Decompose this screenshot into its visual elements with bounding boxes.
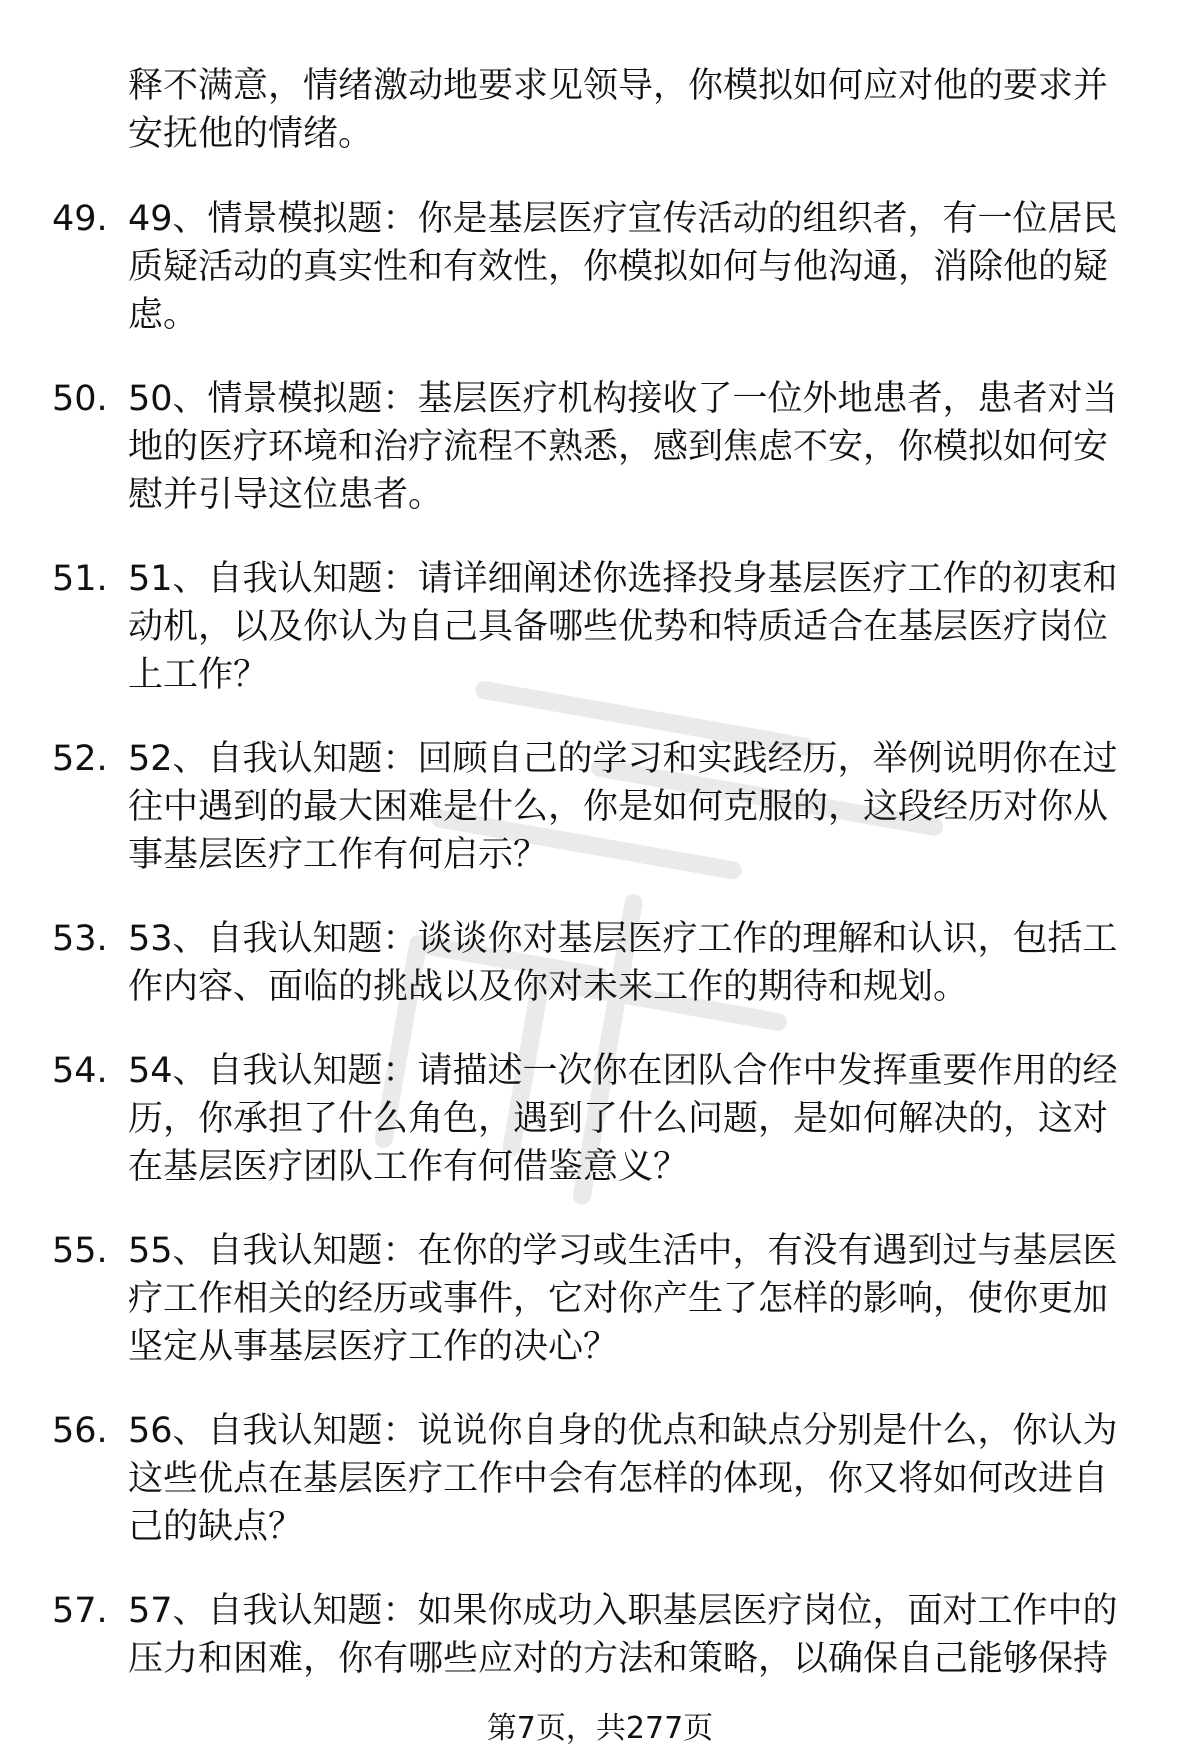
list-item <box>0 1587 1138 1683</box>
list-item-text: 51、自我认知题：请详细阐述你选择投身基层医疗工作的初衷和动机，以及你认为自己具备哪些优势和特质适合在基层医疗岗位上工作？ <box>128 559 1118 695</box>
list-item <box>0 1227 1138 1371</box>
list-item <box>0 1047 1138 1191</box>
continued-paragraph: 释不满意，情绪激动地要求见领导，你模拟如何应对他的要求并安抚他的情绪。 <box>128 66 1109 154</box>
list-item <box>0 1407 1138 1551</box>
list-item <box>0 915 1138 1011</box>
list-item-number: 54. <box>52 1051 108 1091</box>
list-item-text: 56、自我认知题：说说你自身的优点和缺点分别是什么，你认为这些优点在基层医疗工作中会有怎样的体现，你又将如何改进自己的缺点？ <box>128 1411 1118 1547</box>
list-item-number: 53. <box>52 919 108 959</box>
list-item-text: 52、自我认知题：回顾自己的学习和实践经历，举例说明你在过往中遇到的最大困难是什么，你是如何克服的，这段经历对你从事基层医疗工作有何启示？ <box>128 739 1118 875</box>
list-item-text: 53、自我认知题：谈谈你对基层医疗工作的理解和认识，包括工作内容、面临的挑战以及你对未来工作的期待和规划。 <box>128 919 1118 1007</box>
list-item-text: 49、情景模拟题：你是基层医疗宣传活动的组织者，有一位居民质疑活动的真实性和有效性，你模拟如何与他沟通，消除他的疑虑。 <box>128 199 1118 335</box>
page-footer: 第7页，共277页 <box>486 1711 714 1746</box>
list-item-text: 50、情景模拟题：基层医疗机构接收了一位外地患者，患者对当地的医疗环境和治疗流程不熟悉，感到焦虑不安，你模拟如何安慰并引导这位患者。 <box>128 379 1118 515</box>
list-item-number: 55. <box>52 1231 108 1271</box>
list-item-number: 57. <box>52 1591 108 1631</box>
list-item-text: 57、自我认知题：如果你成功入职基层医疗岗位，面对工作中的压力和困难，你有哪些应对的方法和策略，以确保自己能够保持 <box>128 1591 1118 1679</box>
list-item <box>0 555 1138 699</box>
list-item-text: 54、自我认知题：请描述一次你在团队合作中发挥重要作用的经历，你承担了什么角色，遇到了什么问题，是如何解决的，这对在基层医疗团队工作有何借鉴意义？ <box>128 1051 1118 1187</box>
list-item-number: 52. <box>52 739 108 779</box>
list-item <box>0 735 1138 879</box>
question-list <box>0 195 1200 1719</box>
list-item-number: 51. <box>52 559 108 599</box>
list-item <box>0 375 1138 519</box>
list-item <box>0 195 1138 339</box>
list-item-number: 56. <box>52 1411 108 1451</box>
list-item-number: 49. <box>52 199 108 239</box>
list-item-number: 50. <box>52 379 108 419</box>
list-item-text: 55、自我认知题：在你的学习或生活中，有没有遇到过与基层医疗工作相关的经历或事件，它对你产生了怎样的影响，使你更加坚定从事基层医疗工作的决心？ <box>128 1231 1118 1367</box>
